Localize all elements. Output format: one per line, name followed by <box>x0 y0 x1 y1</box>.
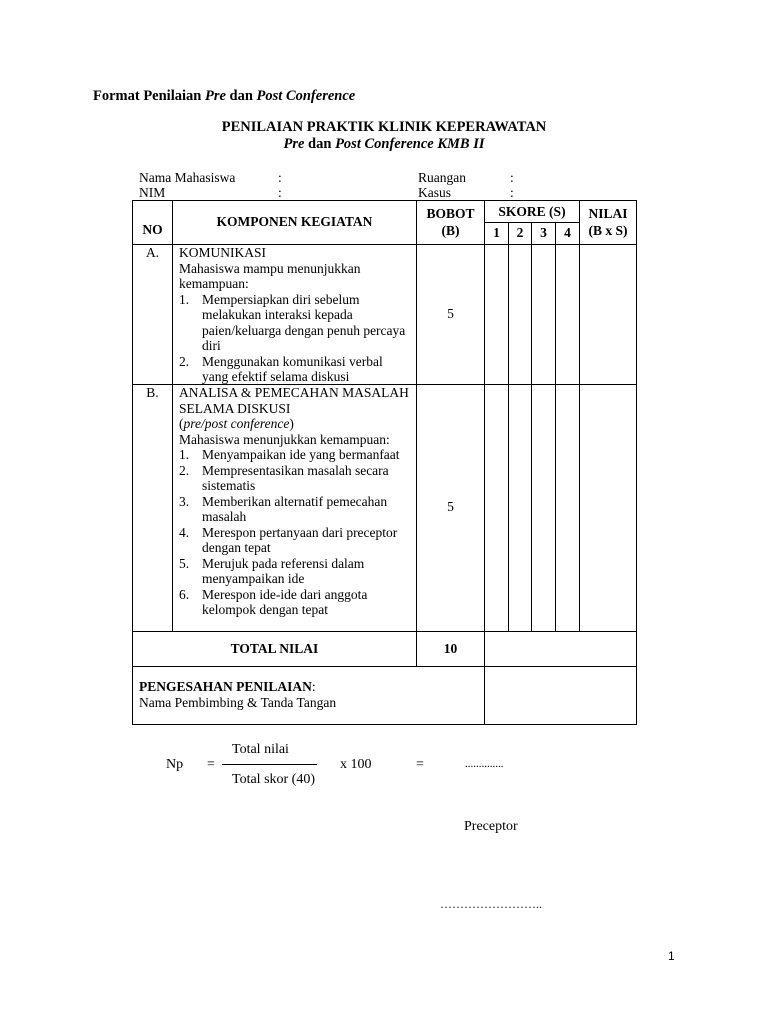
pengesahan-colon: : <box>311 679 316 694</box>
formula-equals-1: = <box>207 757 215 772</box>
row-b-number: B. <box>146 385 159 400</box>
header-komponen: KOMPONEN KEGIATAN <box>216 214 373 229</box>
header-score-4: 4 <box>564 225 571 240</box>
no-column-divider <box>172 200 173 631</box>
preceptor-label: Preceptor <box>464 819 518 834</box>
pengesahan-block <box>139 679 479 710</box>
header-bobot <box>417 205 484 239</box>
row-a-intro: Mahasiswa mampu menunjukkan kemampuan: <box>179 260 361 291</box>
assessment-table <box>132 200 637 725</box>
row-b-item-list <box>179 447 411 618</box>
list-item-number: 1. <box>179 447 190 462</box>
formula-np: Np <box>166 757 184 772</box>
nim-colon: : <box>278 185 282 200</box>
form-title: PENILAIAN PRAKTIK KLINIK KEPERAWATAN <box>221 119 547 135</box>
list-item <box>179 494 411 525</box>
header-bobot-line1: BOBOT <box>426 206 475 221</box>
list-item <box>179 292 411 354</box>
list-item-number: 6. <box>179 586 190 602</box>
row-b-heading-italic: pre/post conference <box>183 416 290 431</box>
nama-mahasiswa-colon: : <box>278 170 282 185</box>
table-border-top <box>132 200 637 201</box>
list-item-number: 3. <box>179 493 190 509</box>
table-border-right <box>636 200 637 725</box>
fraction-bar <box>222 764 317 765</box>
kasus-colon: : <box>510 185 514 200</box>
header-nilai <box>580 205 636 239</box>
kasus-label: Kasus <box>418 185 451 200</box>
nim-label: NIM <box>139 185 166 200</box>
list-item-text: Merespon pertanyaan dari preceptor dengan tepat <box>202 524 398 555</box>
heading-part-2: Pre <box>204 88 226 104</box>
list-item-number: 2. <box>179 462 190 478</box>
header-nilai-line1: NILAI <box>588 206 628 221</box>
document-heading <box>93 88 355 105</box>
row-b-heading: ANALISA & PEMECAHAN MASALAH SELAMA DISKUSI <box>179 385 409 416</box>
header-nilai-line2: (B x S) <box>588 223 628 238</box>
ruangan-colon: : <box>510 170 514 185</box>
formula-equals-2: = <box>416 757 424 772</box>
formula-result-blank: .............. <box>465 758 504 770</box>
list-item-text: Menggunakan komunikasi verbal yang efektif selama diskusi <box>202 353 383 384</box>
heading-part-3: dan <box>225 88 257 104</box>
list-item-number: 4. <box>179 524 190 540</box>
list-item-text: Mempresentasikan masalah secara sistematis <box>202 462 389 493</box>
nama-mahasiswa-label: Nama Mahasiswa <box>139 170 236 185</box>
header-score-2: 2 <box>516 225 524 240</box>
list-item-number: 5. <box>179 555 190 571</box>
list-item <box>179 556 411 587</box>
paren-close: ) <box>289 416 294 431</box>
pengesahan-label: PENGESAHAN PENILAIAN <box>139 679 312 694</box>
row-b-heading-sub <box>179 416 411 432</box>
row-a-item-list <box>179 292 411 385</box>
heading-part-1: Format Penilaian <box>93 88 205 104</box>
row-a-bobot: 5 <box>447 306 454 321</box>
header-no: NO <box>142 222 163 237</box>
list-item <box>179 525 411 556</box>
header-bobot-line2: (B) <box>441 223 460 238</box>
formula-times: x 100 <box>340 757 372 772</box>
score-3-divider <box>555 222 556 631</box>
heading-part-4: Post Conference <box>256 88 356 104</box>
subtitle-pre: Pre <box>283 136 305 152</box>
pembimbing-label: Nama Pembimbing & Tanda Tangan <box>139 694 337 710</box>
form-subtitle <box>0 136 768 153</box>
row-a-content <box>179 245 411 385</box>
header-skore: SKORE (S) <box>498 204 566 219</box>
list-item-text: Menyampaikan ide yang bermanfaat <box>202 447 400 462</box>
list-item-text: Mempersiapkan diri sebelum melakukan interaksi kepada paien/keluarga dengan penuh percaya diri <box>202 291 406 353</box>
pengesahan-heading <box>139 679 479 695</box>
header-score-1: 1 <box>493 225 500 240</box>
preceptor-signature-line: …………………….. <box>440 897 542 911</box>
list-item-text: Memberikan alternatif pemecahan masalah <box>202 493 388 524</box>
row-b-divider <box>132 631 637 632</box>
total-divider <box>132 666 637 667</box>
list-item-number: 1. <box>179 291 190 307</box>
row-a-heading: KOMUNIKASI <box>179 245 266 260</box>
formula-numerator: Total nilai <box>232 742 289 757</box>
list-item-number: 2. <box>179 353 190 369</box>
page-number: 1 <box>668 949 675 963</box>
header-score-3: 3 <box>540 225 547 240</box>
total-label: TOTAL NILAI <box>230 641 319 656</box>
subtitle-dan: dan <box>304 136 336 152</box>
score-2-divider <box>531 222 532 631</box>
paren-open: ( <box>179 416 184 431</box>
list-item <box>179 447 411 463</box>
list-item-text: Merujuk pada referensi dalam menyampaikan ide <box>202 555 365 586</box>
ruangan-label: Ruangan <box>418 170 466 185</box>
list-item <box>179 463 411 494</box>
total-value: 10 <box>443 641 458 656</box>
row-a-number: A. <box>145 245 160 260</box>
list-item <box>179 587 411 618</box>
row-b-intro: Mahasiswa menunjukkan kemampuan: <box>179 431 390 447</box>
row-b-content <box>179 385 411 618</box>
subtitle-rest: Post Conference KMB II <box>335 136 485 152</box>
list-item <box>179 354 411 385</box>
list-item-text: Merespon ide-ide dari anggota kelompok dengan tepat <box>202 586 368 617</box>
score-1-divider <box>508 222 509 631</box>
formula-denominator: Total skor (40) <box>232 772 316 787</box>
bobot-column-divider <box>484 200 485 725</box>
komponen-column-divider <box>416 200 417 666</box>
row-b-bobot: 5 <box>447 499 454 514</box>
skore-nilai-divider <box>579 200 580 631</box>
table-border-bottom <box>132 724 637 725</box>
